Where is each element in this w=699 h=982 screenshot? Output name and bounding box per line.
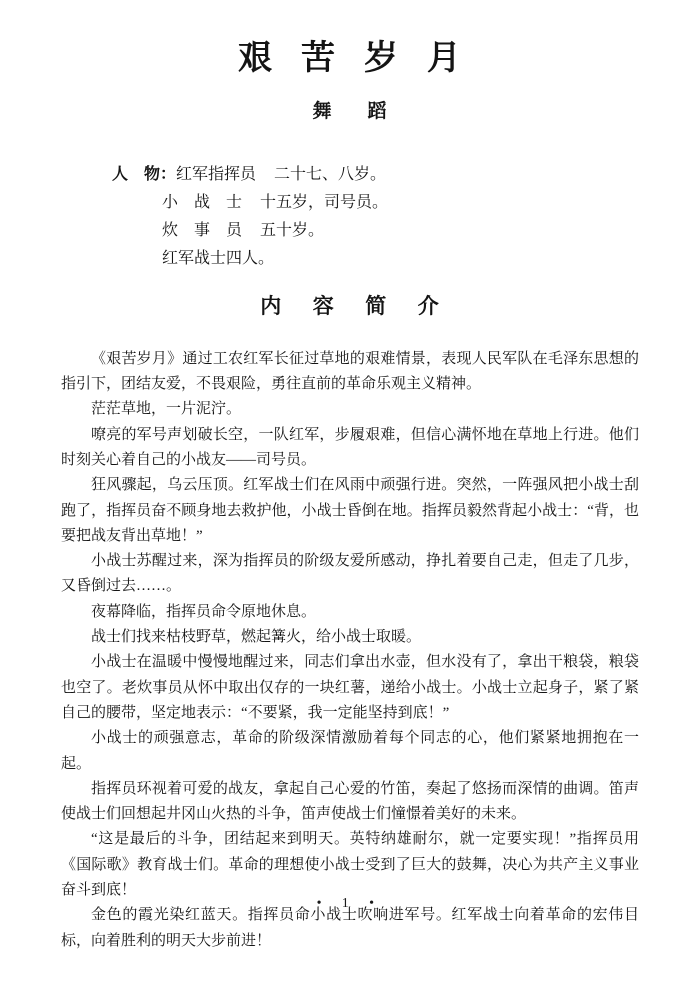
cast-row (112, 245, 699, 273)
document-subtitle-text: 舞蹈 (312, 100, 423, 122)
synopsis-paragraph: 《艰苦岁月》通过工农红军长征过草地的艰难情景，表现人民军队在毛泽东思想的指引下，团结友爱，不畏艰险，勇往直前的革命乐观主义精神。 (61, 350, 639, 393)
page-number: • 1 • (316, 896, 383, 911)
synopsis-paragraph: 嘹亮的军号声划破长空，一队红军，步履艰难，但信心满怀地在草地上行进。他们时刻关心着自己的小战友——司号员。 (61, 426, 639, 468)
cast-name: 炊 事 员 (162, 221, 243, 239)
cast-description: 二十七、八岁。 (274, 165, 387, 183)
synopsis-body (61, 347, 639, 954)
document-title-text: 艰苦岁月 (238, 40, 490, 77)
synopsis-paragraph: 金色的霞光染红蓝天。指挥员命小战士吹响进军号。红军战士向着革命的宏伟目标，向着胜利的明天大步前进！ (61, 907, 639, 949)
cast-name: 小 战 士 (162, 193, 243, 211)
cast-description: 十五岁，司号员。 (260, 193, 389, 211)
synopsis-paragraph: 小战士苏醒过来，深为指挥员的阶级友爱所感动，挣扎着要自己走，但走了几步，又昏倒过去……。 (61, 553, 639, 595)
synopsis-paragraph: 夜幕降临，指挥员命令原地休息。 (91, 603, 317, 620)
synopsis-paragraph: “这是最后的斗争，团结起来到明天。英特纳雄耐尔，就一定要实现！”指挥员用《国际歌》教育战士们。革命的理想使小战士受到了巨大的鼓舞，决心为共产主义事业奋斗到底！ (61, 831, 639, 898)
synopsis-heading-text: 内容简介 (260, 293, 471, 318)
cast-name: 红军指挥员 (176, 165, 257, 183)
cast-row (112, 217, 699, 245)
cast-row (112, 189, 699, 217)
cast-label: 人 物： (112, 165, 177, 183)
cast-description: 五十岁。 (260, 221, 325, 239)
synopsis-heading (0, 293, 699, 319)
synopsis-paragraph: 狂风骤起，乌云压顶。红军战士们在风雨中顽强行进。突然，一阵强风把小战士刮跑了，指挥员奋不顾身地去救护他，小战士昏倒在地。指挥员毅然背起小战士：“背，也要把战友背出草地！” (61, 477, 639, 544)
synopsis-paragraph: 战士们找来枯枝野草，燃起篝火，给小战士取暖。 (91, 629, 422, 646)
synopsis-paragraph: 茫茫草地，一片泥泞。 (91, 401, 242, 418)
synopsis-paragraph: 小战士在温暖中慢慢地醒过来，同志们拿出水壶，但水没有了，拿出干粮袋，粮袋也空了。老炊事员从怀中取出仅存的一块红薯，递给小战士。小战士立起身子，紧了紧自己的腰带，坚定地表示：“不要紧，我一定能坚持到底！” (61, 654, 639, 721)
document-title (0, 40, 699, 78)
cast-list (112, 161, 699, 273)
document-subtitle (0, 101, 699, 123)
cast-name: 红军战士四人。 (162, 249, 275, 267)
synopsis-paragraph: 小战士的顽强意志，革命的阶级深情激励着每个同志的心，他们紧紧地拥抱在一起。 (61, 730, 639, 772)
cast-row (112, 161, 699, 189)
synopsis-paragraph: 指挥员环视着可爱的战友，拿起自己心爱的竹笛，奏起了悠扬而深情的曲调。笛声使战士们回想起井冈山火热的斗争，笛声使战士们憧憬着美好的未来。 (61, 780, 639, 823)
